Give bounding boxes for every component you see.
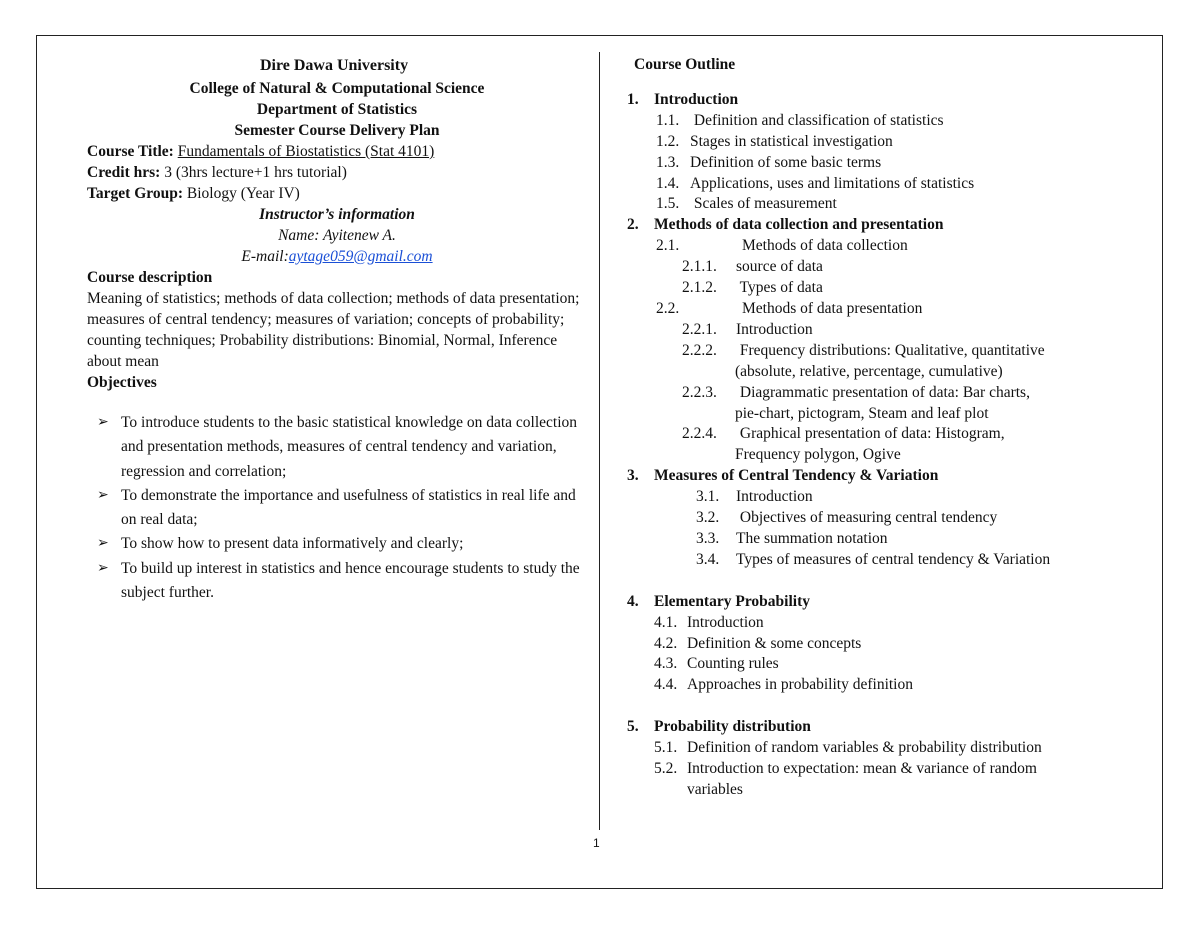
list-item: 4.1. Introduction <box>654 613 764 631</box>
list-item: 2.2.3. Diagrammatic presentation of data: Bar charts, <box>682 383 1030 401</box>
list-item: 1.3. Definition of some basic terms <box>656 153 882 171</box>
course-title-row <box>87 141 587 162</box>
list-item: ➢ To introduce students to the basic statistical knowledge on data collection and presentation methods, measures of central tendency and variation, regression and correlation; <box>97 411 587 484</box>
email-link[interactable]: aytage059@gmail.com <box>288 248 433 265</box>
university-name: Dire Dawa University <box>259 57 409 74</box>
target-label: Target Group: <box>87 185 184 202</box>
list-item: 1.2. Stages in statistical investigation <box>656 132 893 150</box>
list-item: 3.4. Types of measures of central tendency & Variation <box>696 550 1051 568</box>
outline-section-2: 2. Methods of data collection and presentation <box>627 216 944 234</box>
list-item: 4.3. Counting rules <box>654 655 779 673</box>
right-column <box>627 55 1147 801</box>
column-divider <box>599 52 600 830</box>
list-item: 3.1. Introduction <box>696 488 813 506</box>
list-item-continuation: variables <box>687 781 743 798</box>
list-item: 1.4. Applications, uses and limitations of statistics <box>656 174 975 192</box>
list-item: 1.1. Definition and classification of statistics <box>656 111 944 129</box>
plan-title: Semester Course Delivery Plan <box>234 122 440 139</box>
outline-section-5: 5. Probability distribution <box>627 718 811 736</box>
outline-section-3: 3. Measures of Central Tendency & Variation <box>627 467 939 485</box>
spacer <box>627 696 1147 717</box>
list-item: 2.2.1. Introduction <box>682 320 813 338</box>
credit-value: 3 (3hrs lecture+1 hrs tutorial) <box>164 164 347 181</box>
page-number: 1 <box>593 836 600 850</box>
target-value: Biology (Year IV) <box>186 185 300 202</box>
list-item: 2.1.2. Types of data <box>682 279 823 297</box>
email-label: E-mail: <box>241 248 289 265</box>
list-item: 1.5. Scales of measurement <box>656 195 837 213</box>
list-item: ➢ To demonstrate the importance and usefulness of statistics in real life and on real data; <box>97 484 587 533</box>
objectives-list <box>97 411 587 605</box>
outline-section-1: 1. Introduction <box>627 90 739 108</box>
college-name: College of Natural & Computational Science <box>189 80 485 97</box>
list-item-continuation: pie-chart, pictogram, Steam and leaf plot <box>735 404 989 422</box>
arrow-bullet-icon: ➢ <box>97 560 109 576</box>
list-item: 2.1. Methods of data collection <box>656 237 908 255</box>
list-item: 5.2. Introduction to expectation: mean & variance of random <box>654 760 1037 778</box>
list-item: 2.1.1. source of data <box>682 258 823 276</box>
outline-section-4: 4. Elementary Probability <box>627 592 810 610</box>
list-item-continuation: (absolute, relative, percentage, cumulative) <box>735 362 1003 380</box>
list-item: ➢ To build up interest in statistics and hence encourage students to study the subject further. <box>97 557 587 606</box>
list-item: 2.2.2. Frequency distributions: Qualitative, quantitative <box>682 341 1045 359</box>
credit-label: Credit hrs: <box>87 164 161 181</box>
list-item: 2.2. Methods of data presentation <box>656 299 923 317</box>
list-item: ➢ To show how to present data informatively and clearly; <box>97 532 587 556</box>
left-column <box>87 55 587 605</box>
list-item-continuation: Frequency polygon, Ogive <box>735 446 901 464</box>
instructor-name: Name: Ayitenew A. <box>278 227 396 244</box>
list-item: 3.2. Objectives of measuring central tendency <box>696 509 998 527</box>
instructor-heading: Instructor’s information <box>259 206 415 223</box>
course-title-label: Course Title: <box>87 143 174 160</box>
target-row <box>87 183 587 204</box>
arrow-bullet-icon: ➢ <box>97 415 109 430</box>
description-heading: Course description <box>87 269 213 286</box>
list-item: 5.1. Definition of random variables & probability distribution <box>654 739 1042 757</box>
list-item: 4.2. Definition & some concepts <box>654 634 862 652</box>
department-name: Department of Statistics <box>256 101 418 118</box>
arrow-bullet-icon: ➢ <box>97 487 109 503</box>
spacer <box>627 571 1147 592</box>
description-text: Meaning of statistics; methods of data collection; methods of data presentation; measures of central tendency; measures of variation; concepts of probability; counting techniques; Probability distributions: Binomial, Normal, Inference about mean <box>87 290 580 370</box>
list-item: 3.3. The summation notation <box>696 529 888 547</box>
list-item: 2.2.4. Graphical presentation of data: Histogram, <box>682 425 1005 443</box>
list-item: 4.4. Approaches in probability definition <box>654 676 913 694</box>
instructor-email-row <box>87 246 587 267</box>
outline-title: Course Outline <box>634 56 736 73</box>
objectives-heading: Objectives <box>87 374 157 391</box>
credit-row <box>87 162 587 183</box>
arrow-bullet-icon: ➢ <box>97 536 109 552</box>
course-title-value: Fundamentals of Biostatistics (Stat 4101) <box>177 143 435 160</box>
